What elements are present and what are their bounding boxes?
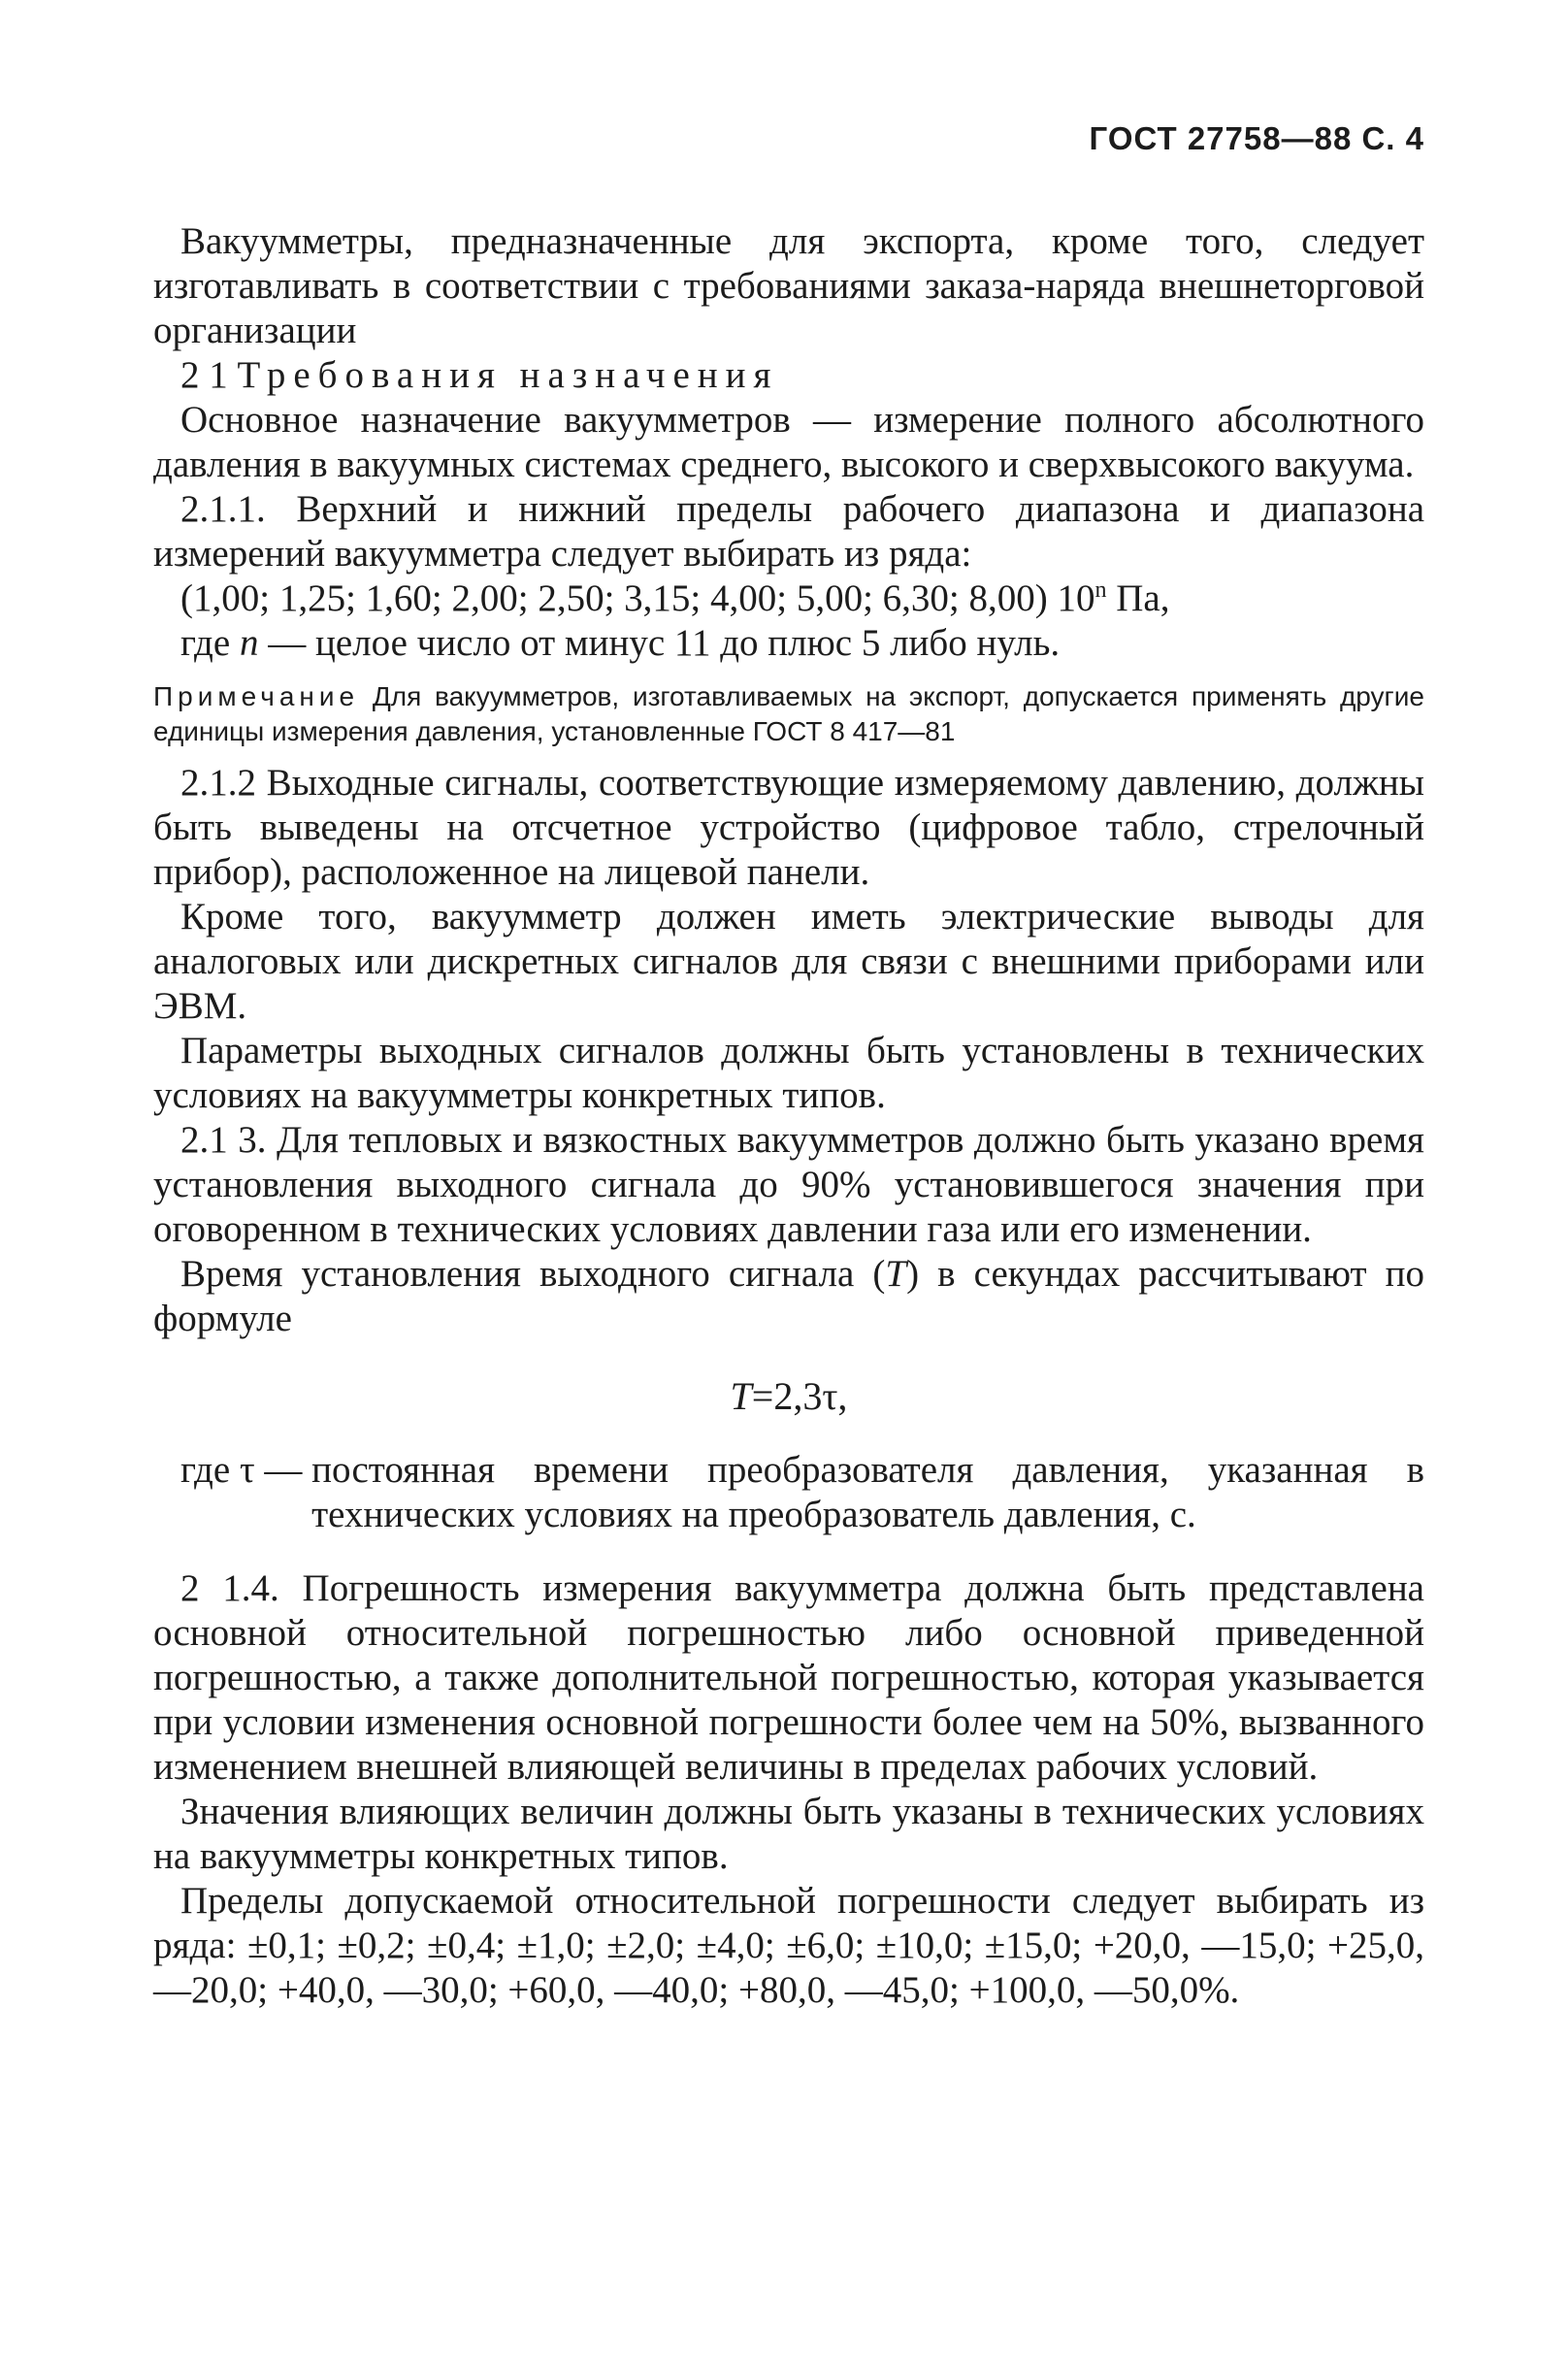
formula-where-label: где τ — [180, 1449, 312, 1491]
range-series-unit: Па, [1106, 577, 1170, 619]
formula-where [153, 1448, 1424, 1537]
where-variable: n [239, 622, 259, 664]
paragraph-2-1-2 [153, 761, 1424, 895]
paragraph-2-1-2-text: 2.1.2 Выходные сигналы, соответствующие измеряемому давлению, должны быть выведены на отсчетное устройство (цифровое табло, стрелочный прибор), расположенное на лицевой панели. [153, 762, 1424, 893]
paragraph-outputs [153, 895, 1424, 1029]
settling-time-text-b: ) в секундах рассчитывают по формуле [153, 1253, 1425, 1339]
settling-time-symbol: T [885, 1253, 907, 1295]
range-series [153, 576, 1424, 621]
range-series-exponent: n [1094, 577, 1107, 603]
paragraph-error-limits-text: Пределы допускаемой относительной погрешности следует выбирать из ряда: ±0,1; ±0,2; ±0,4; ±1,0; ±2,0; ±4,0; ±6,0; ±10,0; ±15,0; +20,0, —15,0; +25,0, —20,0; +40,0, —30,0; +60,0, —40,0; +80,0, —45,0; +100,0, —50,0%. [153, 1880, 1424, 2011]
paragraph-2-1-1 [153, 487, 1424, 576]
paragraph-influence-text: Значения влияющих величин должны быть указаны в технических условиях на вакуумметры конкретных типов. [153, 1791, 1424, 1877]
range-series-values: (1,00; 1,25; 1,60; 2,00; 2,50; 3,15; 4,00; 5,00; 6,30; 8,00) 10 [180, 577, 1095, 619]
paragraph-settling-time [153, 1252, 1424, 1341]
settling-time-text-a: Время установления выходного сигнала ( [180, 1253, 886, 1295]
note-text: Для вакуумметров, изготавливаемых на экспорт, допускается применять другие единицы измерения давления, установленные ГОСТ 8 417—81 [153, 681, 1424, 746]
section-heading-2-1 [153, 353, 1424, 398]
paragraph-2-1-1-text: 2.1.1. Верхний и нижний пределы рабочего диапазона и диапазона измерений вакуумметра следует выбирать из ряда: [153, 488, 1424, 575]
range-series-where [153, 621, 1424, 666]
paragraph-influence [153, 1790, 1424, 1879]
paragraph-export [153, 219, 1424, 353]
formula-expression: =2,3τ, [751, 1374, 848, 1418]
where-description: — целое число от минус 11 до плюс 5 либо нуль. [258, 622, 1061, 664]
page-content [153, 219, 1424, 2013]
formula-variable: T [730, 1374, 752, 1418]
paragraph-2-1-4-text: 2 1.4. Погрешность измерения вакуумметра должна быть представлена основной относительной погрешностью либо основной приведенной погрешностью, а также дополнительной погрешностью, которая указывается при условии изменения основной погрешности более чем на 50%, вызванного изменением внешней влияющей величины в пределах рабочих условий. [153, 1567, 1424, 1788]
paragraph-purpose-text: Основное назначение вакуумметров — измерение полного абсолютного давления в вакуумных системах среднего, высокого и сверхвысокого вакуума. [153, 399, 1424, 485]
paragraph-export-text: Вакуумметры, предназначенные для экспорта, кроме того, следует изготавливать в соответствии с требованиями заказа-наряда внешнеторговой организации [153, 220, 1424, 351]
paragraph-2-1-3 [153, 1118, 1424, 1252]
formula-where-text: постоянная времени преобразователя давления, указанная в технических условиях на преобразователь давления, с. [311, 1449, 1424, 1535]
section-title: Требования назначения [237, 354, 779, 396]
paragraph-2-1-4 [153, 1566, 1424, 1790]
note [153, 679, 1424, 749]
page-header: ГОСТ 27758—88 С. 4 [1089, 120, 1424, 156]
formula [153, 1374, 1424, 1419]
paragraph-output-params [153, 1029, 1424, 1118]
paragraph-error-limits [153, 1879, 1424, 2013]
note-label: Примечание [153, 681, 360, 711]
paragraph-purpose [153, 398, 1424, 487]
paragraph-output-params-text: Параметры выходных сигналов должны быть установлены в технических условиях на вакуумметры конкретных типов. [153, 1030, 1424, 1116]
paragraph-outputs-text: Кроме того, вакуумметр должен иметь электрические выводы для аналоговых или дискретных сигналов для связи с внешними приборами или ЭВМ. [153, 896, 1424, 1027]
section-number: 2 1 [180, 354, 228, 396]
paragraph-2-1-3-text: 2.1 3. Для тепловых и вязкостных вакуумметров должно быть указано время установления выходного сигнала до 90% установившегося значения при оговоренном в технических условиях давлении газа или его изменении. [153, 1119, 1424, 1250]
where-prefix: где [180, 622, 240, 664]
